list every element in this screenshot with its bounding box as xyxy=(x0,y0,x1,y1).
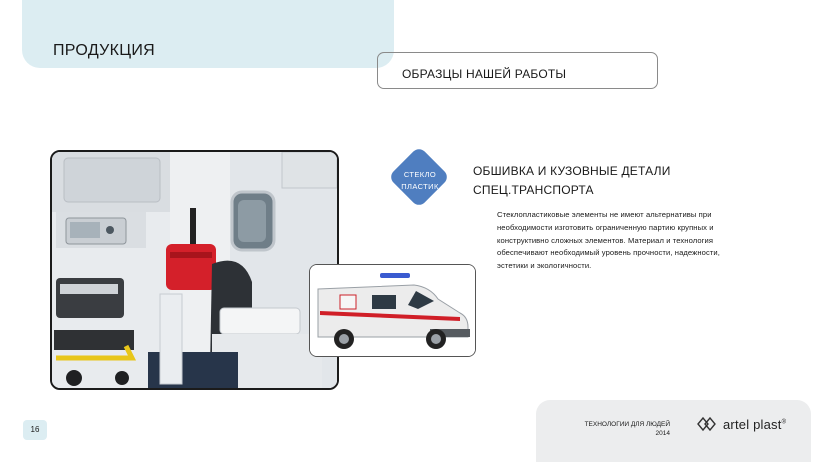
brand-name-text: artel plast xyxy=(723,416,782,432)
section-label-box xyxy=(377,52,658,89)
product-description: Стеклопластиковые элементы не имеют альтернативы при необходимости изготовить ограниченную партию крупных и конструктивно сложных элементов. Материал и технология обеспечивают необходимый уровень прочности, надежности, эстетики и экологичности. xyxy=(497,210,720,271)
material-badge-text xyxy=(392,169,448,193)
badge-line-2: ПЛАСТИК xyxy=(401,182,439,191)
product-title-line-2: СПЕЦ.ТРАНСПОРТА xyxy=(473,183,594,197)
tagline-year: 2014 xyxy=(655,430,670,437)
brand-registered-mark: ® xyxy=(781,419,787,426)
ambulance-interior-photo xyxy=(50,150,339,390)
badge-line-1: СТЕКЛО xyxy=(403,170,437,179)
brand-mark-icon xyxy=(697,416,719,432)
page-title: ПРОДУКЦИЯ xyxy=(53,42,156,59)
brand-name xyxy=(723,417,786,432)
page-number: 16 xyxy=(23,420,47,440)
footer-tagline xyxy=(566,420,670,438)
brand-logo xyxy=(697,414,786,434)
product-title-line-1: ОБШИВКА И КУЗОВНЫЕ ДЕТАЛИ xyxy=(473,164,671,178)
tagline-text: ТЕХНОЛОГИИ ДЛЯ ЛЮДЕЙ xyxy=(584,421,670,428)
product-title xyxy=(473,162,671,200)
ambulance-van-photo xyxy=(309,264,476,357)
section-label: ОБРАЗЦЫ НАШЕЙ РАБОТЫ xyxy=(402,67,567,81)
